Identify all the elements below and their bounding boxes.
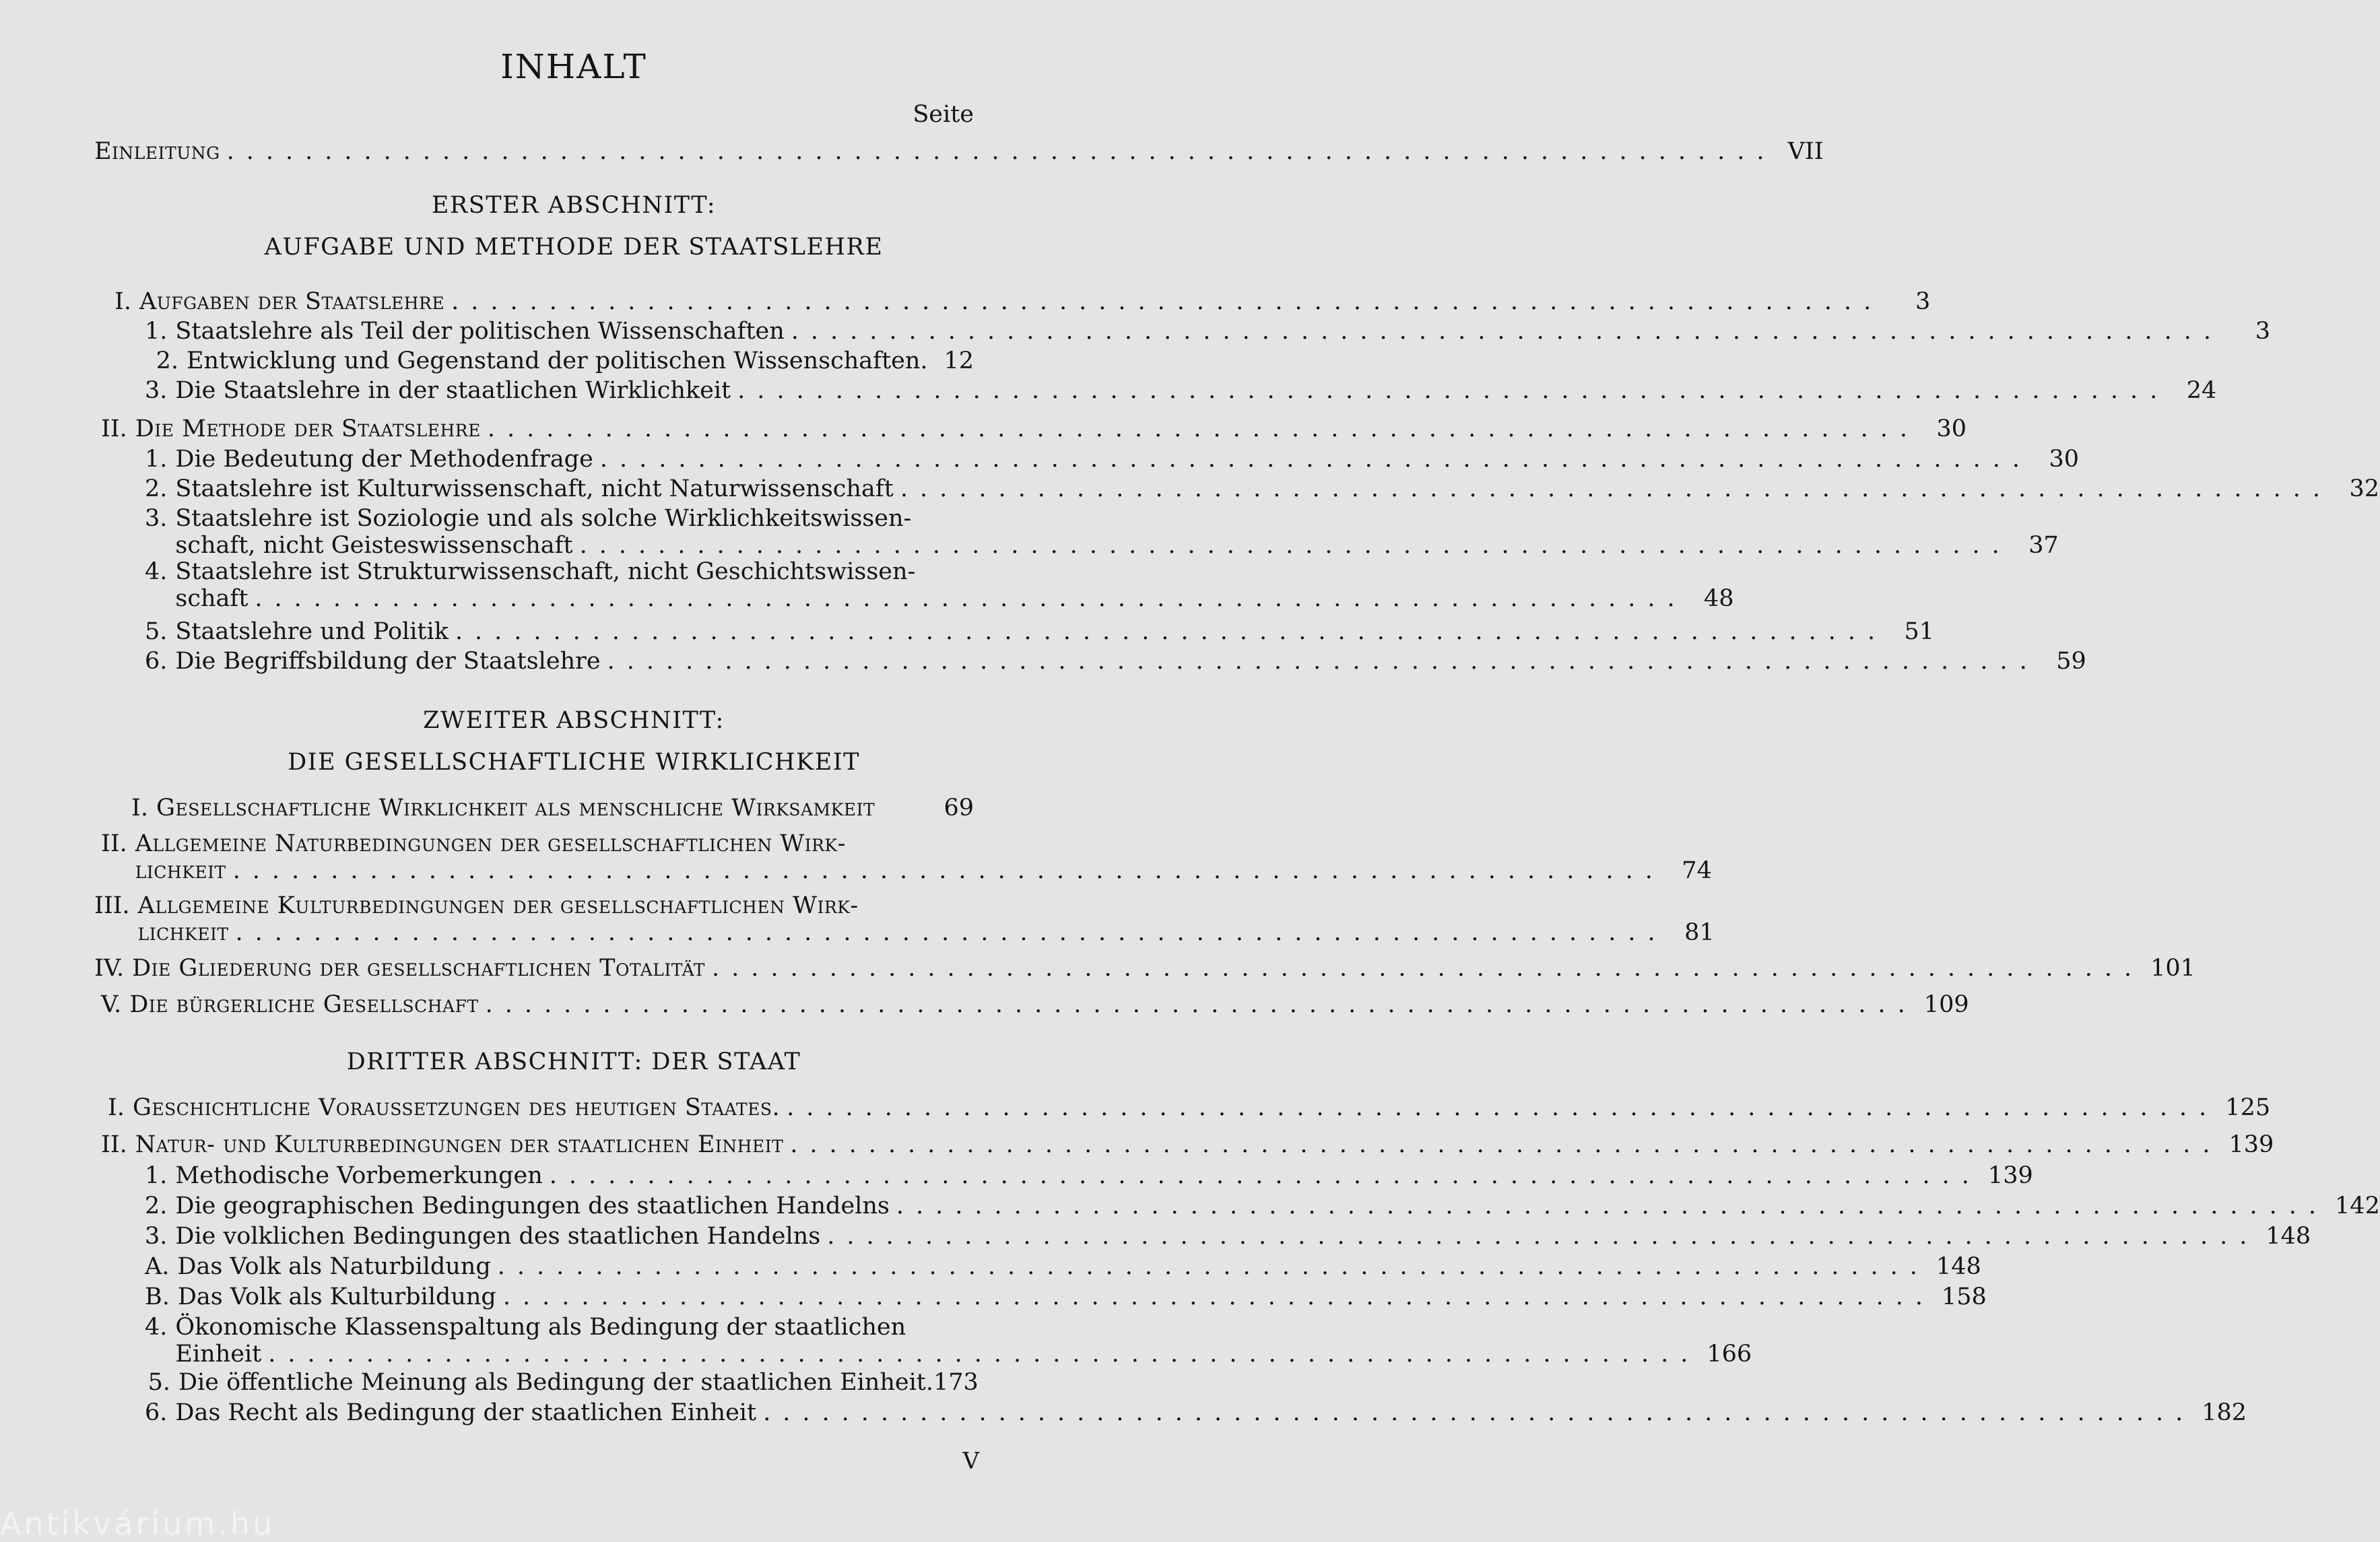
entry-page: 139 bbox=[2228, 1131, 2274, 1158]
entry-label: Die bürgerliche Gesellschaft bbox=[129, 991, 479, 1018]
entry-number: 5. bbox=[145, 618, 168, 645]
entry-label: Einleitung bbox=[94, 138, 220, 165]
entry-page: 139 bbox=[1987, 1162, 2033, 1189]
entry-page: 109 bbox=[1923, 991, 1969, 1018]
toc-chapter bbox=[101, 1131, 2274, 1158]
entry-label-line1: Allgemeine Kulturbedingungen der gesellschaftlichen Wirk- bbox=[137, 892, 859, 919]
entry-number: 4. bbox=[145, 1314, 168, 1341]
entry-number: 1. bbox=[145, 318, 168, 345]
entry-label: Gesellschaftliche Wirklichkeit als menschliche Wirksamkeit bbox=[156, 795, 875, 822]
entry-page: 30 bbox=[1936, 415, 1967, 442]
entry-label: Das Volk als Naturbildung bbox=[177, 1253, 491, 1280]
toc-item bbox=[145, 1223, 2311, 1250]
entry-page: 59 bbox=[2056, 648, 2086, 675]
entry-page: 101 bbox=[2150, 955, 2195, 982]
dot-leader: ......................................................................... bbox=[485, 991, 1917, 1018]
dot-leader: ............................................................................... bbox=[226, 138, 1777, 165]
dot-leader: ......................................................................... bbox=[235, 919, 1667, 946]
section-heading: ERSTER ABSCHNITT: bbox=[431, 192, 717, 219]
entry-number: 3. bbox=[145, 377, 168, 404]
dot-leader: ......................................................................... bbox=[711, 955, 2144, 982]
entry-number: 5. bbox=[147, 1369, 170, 1396]
entry-number: II. bbox=[101, 830, 127, 857]
dot-leader: ......................................................................... bbox=[790, 1131, 2222, 1158]
entry-label-line1: Staatslehre ist Soziologie und als solche Wirklichkeitswissen- bbox=[175, 505, 912, 532]
entry-label-line2: lichkeit bbox=[135, 857, 226, 884]
entry-page: 3 bbox=[1915, 288, 1931, 315]
entry-number: 2. bbox=[145, 475, 168, 502]
entry-label-line1: Staatslehre ist Strukturwissenschaft, nicht Geschichtswissen- bbox=[175, 558, 916, 585]
toc-item bbox=[145, 1314, 1752, 1368]
entry-number: 4. bbox=[145, 558, 168, 585]
entry-number: 1. bbox=[145, 1162, 168, 1189]
toc-chapter bbox=[101, 795, 974, 822]
toc-item bbox=[145, 446, 2079, 473]
entry-number: 3. bbox=[145, 505, 168, 532]
entry-label: Entwicklung und Gegenstand der politischen Wissenschaften. bbox=[187, 347, 928, 374]
dot-leader: ......................................................................... bbox=[549, 1162, 1981, 1189]
entry-page: 48 bbox=[1704, 585, 1734, 612]
toc-item bbox=[145, 347, 974, 374]
entry-number: 6. bbox=[145, 648, 168, 675]
dot-leader: ......................................................................... bbox=[827, 1223, 2259, 1250]
entry-label: Staatslehre ist Kulturwissenschaft, nicht Naturwissenschaft bbox=[175, 475, 894, 502]
entry-page: 125 bbox=[2225, 1094, 2271, 1121]
entry-page: 166 bbox=[1707, 1341, 1752, 1368]
dot-leader: ......................................................................... bbox=[487, 415, 1920, 442]
entry-page: 173 bbox=[933, 1369, 979, 1396]
entry-page: 32 bbox=[2349, 475, 2379, 502]
dot-leader: ......................................................................... bbox=[255, 585, 1687, 612]
entry-label: Die Methode der Staatslehre bbox=[135, 415, 481, 442]
page-number: V bbox=[962, 1448, 979, 1475]
toc-chapter bbox=[94, 955, 2195, 982]
entry-label-line1: Ökonomische Klassenspaltung als Bedingung der staatlichen bbox=[175, 1314, 906, 1341]
toc-item bbox=[145, 475, 2379, 502]
toc-chapter bbox=[101, 830, 1712, 884]
entry-page: 158 bbox=[1942, 1283, 1987, 1310]
entry-page: VII bbox=[1787, 138, 1824, 165]
entry-label: Die volklichen Bedingungen des staatlichen Handelns bbox=[175, 1223, 821, 1250]
entry-label: Die öffentliche Meinung als Bedingung der staatlichen Einheit. bbox=[178, 1369, 933, 1396]
entry-page: 148 bbox=[1936, 1253, 1981, 1280]
entry-page: 69 bbox=[944, 795, 974, 822]
dot-leader: ......................................................................... bbox=[502, 1283, 1935, 1310]
dot-leader: ......................................................................... bbox=[896, 1193, 2329, 1219]
toc-item bbox=[145, 558, 1734, 612]
entry-label: Geschichtliche Voraussetzungen des heutigen Staates. bbox=[132, 1094, 781, 1121]
toc-item bbox=[145, 648, 2086, 675]
entry-number: I. bbox=[114, 288, 131, 315]
entry-label-line2: schaft bbox=[175, 585, 249, 612]
seite-label: Seite bbox=[913, 101, 974, 128]
entry-page: 182 bbox=[2202, 1399, 2247, 1426]
entry-number: 2. bbox=[156, 347, 178, 374]
toc-item bbox=[145, 618, 1935, 645]
dot-leader: ......................................................................... bbox=[497, 1253, 1929, 1280]
entry-label: Das Volk als Kulturbildung bbox=[177, 1283, 496, 1310]
toc-chapter bbox=[101, 991, 1969, 1018]
entry-number: IV. bbox=[94, 955, 125, 982]
dot-leader: ......................................................................... bbox=[451, 288, 1884, 315]
entry-label: Die Bedeutung der Methodenfrage bbox=[175, 446, 593, 473]
entry-number: III. bbox=[94, 892, 130, 919]
dot-leader: ......................................................................... bbox=[737, 377, 2170, 404]
entry-number: 3. bbox=[145, 1223, 168, 1250]
entry-number: 6. bbox=[145, 1399, 168, 1426]
toc-item bbox=[145, 1369, 979, 1396]
entry-label: Staatslehre und Politik bbox=[175, 618, 449, 645]
entry-label: Staatslehre als Teil der politischen Wissenschaften bbox=[175, 318, 785, 345]
entry-label: Die Begriffsbildung der Staatslehre bbox=[175, 648, 601, 675]
toc-item bbox=[145, 505, 2059, 559]
dot-leader: ......................................................................... bbox=[232, 857, 1665, 884]
entry-number: 2. bbox=[145, 1193, 168, 1219]
entry-label-line1: Allgemeine Naturbedingungen der gesellschaftlichen Wirk- bbox=[135, 830, 846, 857]
dot-leader: ......................................................................... bbox=[607, 648, 2039, 675]
toc-item bbox=[145, 377, 2217, 404]
section-subheading: DIE GESELLSCHAFTLICHE WIRKLICHKEIT bbox=[288, 749, 860, 776]
dot-leader: ......................................................................... bbox=[579, 532, 2012, 559]
entry-page: 12 bbox=[944, 347, 974, 374]
section-subheading: AUFGABE UND METHODE DER STAATSLEHRE bbox=[264, 234, 884, 261]
entry-label-line2: Einheit bbox=[175, 1341, 262, 1368]
entry-label: Aufgaben der Staatslehre bbox=[139, 288, 445, 315]
entry-label: Die Staatslehre in der staatlichen Wirklichkeit bbox=[175, 377, 731, 404]
toc-item bbox=[145, 1253, 1981, 1280]
entry-number: B. bbox=[145, 1283, 170, 1310]
entry-label: Methodische Vorbemerkungen bbox=[175, 1162, 543, 1189]
entry-number: I. bbox=[131, 795, 148, 822]
entry-label: Die geographischen Bedingungen des staatlichen Handelns bbox=[175, 1193, 890, 1219]
entry-number: 1. bbox=[145, 446, 168, 473]
toc-chapter bbox=[114, 288, 1931, 315]
entry-page: 148 bbox=[2266, 1223, 2311, 1250]
entry-number: II. bbox=[101, 415, 127, 442]
toc-item bbox=[145, 1162, 2033, 1189]
dot-leader: ......................................................................... bbox=[455, 618, 1888, 645]
dot-leader: ......................................................................... bbox=[787, 1094, 2219, 1121]
entry-page: 51 bbox=[1904, 618, 1935, 645]
entry-number: II. bbox=[101, 1131, 127, 1158]
dot-leader: ......................................................................... bbox=[599, 446, 2032, 473]
page-title: INHALT bbox=[500, 47, 647, 86]
entry-page: 142 bbox=[2335, 1193, 2380, 1219]
dot-leader: ......................................................................... bbox=[268, 1341, 1700, 1368]
section-heading: ZWEITER ABSCHNITT: bbox=[423, 707, 725, 734]
entry-page: 37 bbox=[2028, 532, 2059, 559]
entry-number: I. bbox=[108, 1094, 125, 1121]
toc-item bbox=[145, 1283, 1987, 1310]
entry-label-line2: schaft, nicht Geisteswissenschaft bbox=[175, 532, 573, 559]
toc-chapter bbox=[94, 892, 1715, 946]
section-heading: DRITTER ABSCHNITT: DER STAAT bbox=[346, 1048, 801, 1075]
entry-page: 3 bbox=[2255, 318, 2270, 345]
entry-page: 30 bbox=[2049, 446, 2079, 473]
dot-leader: ......................................................................... bbox=[900, 475, 2332, 502]
entry-number: V. bbox=[101, 991, 122, 1018]
dot-leader: ......................................................................... bbox=[791, 318, 2223, 345]
toc-chapter bbox=[101, 415, 1967, 442]
toc-chapter bbox=[108, 1094, 2271, 1121]
entry-label-line2: lichkeit bbox=[137, 919, 229, 946]
watermark: Antikvárium.hu bbox=[0, 1506, 275, 1542]
entry-number: A. bbox=[145, 1253, 170, 1280]
toc-entry-einleitung bbox=[94, 138, 1824, 165]
toc-item bbox=[145, 1399, 2247, 1426]
entry-page: 24 bbox=[2186, 377, 2217, 404]
entry-label: Natur- und Kulturbedingungen der staatlichen Einheit bbox=[135, 1131, 784, 1158]
dot-leader: ......................................................................... bbox=[763, 1399, 2195, 1426]
entry-label: Die Gliederung der gesellschaftlichen Totalität bbox=[132, 955, 705, 982]
entry-label: Das Recht als Bedingung der staatlichen Einheit bbox=[175, 1399, 757, 1426]
entry-page: 74 bbox=[1682, 857, 1712, 884]
entry-page: 81 bbox=[1684, 919, 1715, 946]
toc-item bbox=[145, 318, 2270, 345]
toc-item bbox=[145, 1193, 2380, 1219]
